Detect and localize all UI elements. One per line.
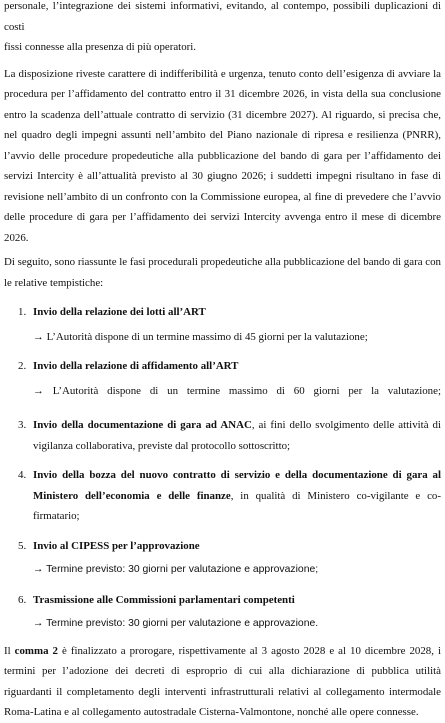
step-item-6 <box>4 590 441 611</box>
step-6-subnote: → Termine previsto: 30 giorni per valutazione e approvazione. <box>33 618 319 629</box>
step-5-subnote: → Termine previsto: 30 giorni per valutazione e approvazione; <box>33 564 319 575</box>
step-title: Invio al CIPESS per l’approvazione <box>33 539 200 552</box>
step-item-3 <box>4 415 441 456</box>
step-rest-text: , in qualità di Ministero co-vigilante e co-firmatario; <box>33 489 441 522</box>
step-title: Invio della bozza del nuovo contratto di servizio e della documentazione di gara al Ministero dell’economia e delle finanze <box>33 469 441 502</box>
paragraph-phases-intro: Di seguito, sono riassunte le fasi procedurali propedeutiche alla pubblicazione del bando di gara con le relative tempistiche: <box>4 256 441 289</box>
paragraph-urgency: La disposizione riveste carattere di indifferibilità e urgenza, tenuto conto dell’esigenza di avviare la procedura per l’affidamento del contratto entro il 31 dicembre 2026, in vista della sua conclusione entro la scadenza dell’attuale contratto di servizio (31 dicembre 2027). Al riguardo, si precisa che, nel quadro degli impegni assunti nell’ambito del Piano nazionale di ripresa e resilienza (PNRR), l’avvio delle procedure propedeutiche alla pubblicazione del bando di gara per l’affidamento dei servizi Intercity è all’attualità previsto al 30 giugno 2026; i suddetti impegni risultano in fase di revisione nell’ambito di un confronto con la Commissione europea, al fine di prevedere che l’avvio delle procedure di gara per l’affidamento dei servizi Intercity avvenga entro il mese di dicembre 2026. <box>4 67 441 244</box>
comma-2-text: è finalizzato a prorogare, rispettivamente al 3 agosto 2028 e al 10 dicembre 2028, i termini per l’adozione dei decreti di esproprio di cui alla dichiarazione di pubblica utilità riguardanti il completamento degli interventi infrastrutturali relativi al collegamento intermodale Roma-Latina e al collegamento autostradale Cisterna-Valmontone, nonché alle opere connesse. <box>4 644 441 718</box>
step-item-5 <box>4 536 441 557</box>
step-title: Invio della documentazione di gara ad ANAC <box>33 419 252 431</box>
step-2-subnote: → L’Autorità dispone di un termine massimo di 60 giorni per la valutazione; <box>33 384 441 397</box>
comma-2-label: comma 2 <box>14 644 58 657</box>
step-item-4 <box>4 465 441 527</box>
intro-tail-line1: personale, l’integrazione dei sistemi informativi, evitando, al contempo, possibili duplicazioni di costi <box>4 0 441 33</box>
comma-2-prefix: Il <box>4 644 15 657</box>
paragraph-comma-2 <box>4 641 441 723</box>
step-number: 2. <box>18 360 27 372</box>
step-number: 3. <box>18 419 27 431</box>
step-rest-text: , ai fini dello svolgimento delle attività di vigilanza collaborativa, previste dal protocollo sottoscritto; <box>33 419 442 452</box>
step-1-subnote: → L’Autorità dispone di un termine massimo di 45 giorni per la valutazione; <box>33 330 368 343</box>
step-number: 5. <box>18 539 27 552</box>
step-number: 1. <box>18 306 27 318</box>
step-title: Trasmissione alle Commissioni parlamentari competenti <box>33 593 295 606</box>
intro-tail-line2: fissi connesse alla presenza di più operatori. <box>4 41 197 53</box>
step-number: 6. <box>18 593 27 606</box>
step-item-2 <box>4 356 441 377</box>
step-title: Invio della relazione di affidamento all’ART <box>33 360 239 372</box>
step-title: Invio della relazione dei lotti all’ART <box>33 306 206 318</box>
step-item-1 <box>4 302 441 323</box>
step-number: 4. <box>18 469 27 481</box>
